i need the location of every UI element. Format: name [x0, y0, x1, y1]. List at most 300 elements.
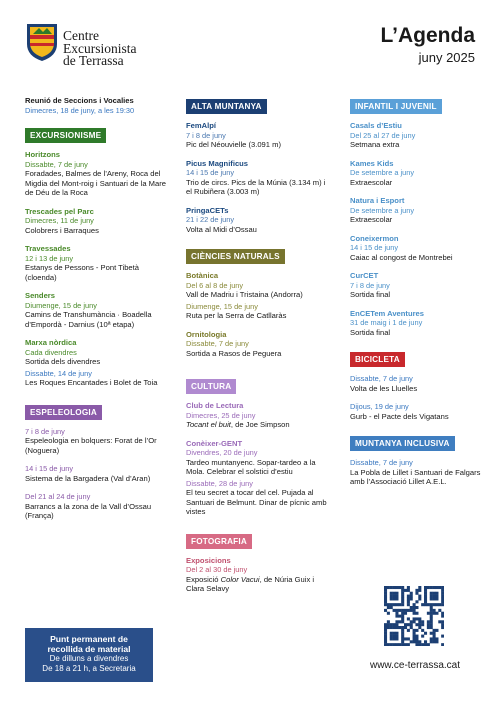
qr-module: [384, 609, 387, 612]
event: [186, 556, 331, 594]
qr-module: [433, 629, 436, 632]
qr-module: [395, 586, 398, 589]
meeting: [25, 96, 170, 115]
qr-module: [393, 597, 396, 600]
qr-module: [430, 615, 433, 618]
event-desc: Gurb - el Pacte dels Vigatans: [350, 411, 449, 421]
qr-module: [435, 629, 438, 632]
qr-module: [401, 643, 404, 646]
event-desc: Vall de Madriu i Tristaina (Andorra): [186, 290, 303, 299]
event-desc: Extraescolar: [350, 177, 393, 187]
qr-module: [435, 586, 438, 589]
event-desc: Trio de circs. Pics de la Múnia (3.134 m) i el Rubiñera (3.003 m): [186, 177, 326, 196]
event: [350, 458, 495, 487]
event-desc: Volta al Midi d’Ossau: [186, 224, 257, 234]
qr-module: [430, 632, 433, 635]
section-cultura: [186, 376, 331, 517]
qr-module: [424, 640, 427, 643]
qr-module: [384, 629, 387, 632]
qr-module: [435, 603, 438, 606]
event-desc: Sistema de la Bargadera (Val d’Aran): [25, 473, 151, 483]
qr-module: [418, 626, 421, 629]
qr-module: [404, 626, 407, 629]
event-date: Dimecres, 11 de juny: [25, 216, 94, 225]
event-desc: Volta de les Lluelles: [350, 383, 418, 393]
qr-module: [390, 623, 393, 626]
qr-module: [384, 626, 387, 629]
event: [186, 271, 331, 321]
qr-module: [433, 635, 436, 638]
qr-module: [410, 606, 413, 609]
event-date: Dissabte, 7 de juny: [350, 374, 413, 383]
event-date: 14 i 15 de juny: [350, 243, 399, 252]
qr-module: [395, 626, 398, 629]
qr-module: [430, 637, 433, 640]
qr-module: [424, 589, 427, 592]
event-date: Del 2 al 30 de juny: [186, 565, 248, 574]
qr-module: [387, 623, 390, 626]
event: [186, 439, 331, 517]
qr-module: [407, 595, 410, 598]
qr-module: [441, 603, 444, 606]
qr-module: [427, 643, 430, 646]
meeting-title: Reunió de Seccions i Vocalies: [25, 96, 134, 105]
qr-module: [415, 589, 418, 592]
qr-module: [415, 617, 418, 620]
qr-module: [427, 623, 430, 626]
banner-line2: recollida de material: [47, 644, 131, 654]
qr-module: [384, 589, 387, 592]
event-title: Ornitologia: [186, 329, 227, 339]
event-title: FemAlpí: [186, 121, 216, 130]
qr-module: [410, 626, 413, 629]
event-desc: Les Roques Encantades i Bolet de Toia: [25, 378, 158, 387]
qr-module: [438, 603, 441, 606]
event-date: Dijous, 19 de juny: [350, 402, 409, 411]
qr-module: [390, 597, 393, 600]
event-date: Dissabte, 14 de juny: [25, 368, 92, 378]
section-header: ALTA MUNTANYA: [186, 99, 267, 114]
event-desc: El teu secret a tocar del cel. Pujada al Santuari de Belmunt. Dinar de pícnic amb vistes: [186, 488, 327, 516]
section-header: EXCURSIONISME: [25, 128, 106, 143]
qr-module: [418, 623, 421, 626]
event-desc: Sortida final: [350, 290, 391, 299]
qr-module: [418, 643, 421, 646]
event: [186, 206, 331, 235]
event: [350, 159, 495, 188]
qr-module: [441, 643, 444, 646]
qr-module: [413, 606, 416, 609]
exhibit-authors: , de Núria Guix i Clara Selavy: [186, 574, 315, 593]
event-title: Exposicions: [186, 555, 231, 565]
qr-module: [441, 635, 444, 638]
qr-module: [415, 640, 418, 643]
qr-module: [418, 595, 421, 598]
qr-module: [398, 620, 401, 623]
event-desc: Barrancs a la zona de la Vall d’Ossau (França): [25, 501, 152, 520]
qr-module: [430, 626, 433, 629]
qr-module: [395, 609, 398, 612]
qr-module: [421, 603, 424, 606]
qr-module: [404, 643, 407, 646]
qr-module: [415, 592, 418, 595]
qr-module: [395, 592, 398, 595]
event-title: EnCETem Aventures: [350, 308, 424, 318]
qr-module: [424, 632, 427, 635]
qr-module: [404, 609, 407, 612]
event-title: Casals d’Estiu: [350, 121, 402, 130]
qr-module: [435, 640, 438, 643]
qr-module: [401, 597, 404, 600]
qr-module: [413, 603, 416, 606]
qr-module: [407, 623, 410, 626]
qr-module: [430, 586, 433, 589]
qr-module: [413, 620, 416, 623]
event-title: Travessades: [25, 244, 71, 253]
qr-module: [441, 592, 444, 595]
qr-module: [413, 632, 416, 635]
exhibit-prefix: Exposició: [186, 574, 221, 584]
event-desc: Pic del Néouvielle (3.091 m): [186, 140, 281, 149]
qr-module: [427, 586, 430, 589]
brand-line2: Excursionista: [63, 40, 137, 56]
qr-module: [433, 597, 436, 600]
event-desc: Colobrers i Barraques: [25, 225, 99, 235]
collection-banner: [25, 628, 153, 682]
qr-module: [395, 603, 398, 606]
event-desc: Camins de Transhumància · Boadella d’Empordà - Darnius (10ª etapa): [25, 310, 152, 329]
event-date: De setembre a juny: [350, 205, 415, 215]
event-date: Dissabte, 7 de juny: [350, 458, 413, 467]
qr-module: [387, 603, 390, 606]
section-espeleologia: [25, 402, 170, 521]
qr-module: [441, 589, 444, 592]
qr-module: [393, 603, 396, 606]
qr-module: [433, 612, 436, 615]
qr-module: [395, 597, 398, 600]
event-title: Conèixer-GENT: [186, 438, 243, 448]
qr-module: [433, 592, 436, 595]
section-infantil-juvenil: [350, 96, 495, 337]
website-link[interactable]: www.ce-terrassa.cat: [369, 660, 461, 671]
qr-module: [390, 595, 393, 598]
brand-line3: de Terrassa: [63, 53, 124, 68]
book-author: , de Joe Simpson: [230, 420, 290, 429]
qr-module: [407, 637, 410, 640]
qr-module: [384, 640, 387, 643]
event-title: Picus Magnificus: [186, 158, 249, 168]
qr-module: [410, 620, 413, 623]
qr-module: [401, 609, 404, 612]
qr-module: [401, 603, 404, 606]
section-header: INFANTIL I JUVENIL: [350, 99, 442, 114]
event-desc: Espeleologia en bolquers: Forat de l’Or (Noguera): [25, 436, 157, 455]
qr-module: [393, 609, 396, 612]
qr-module: [421, 623, 424, 626]
qr-module: [430, 597, 433, 600]
column-1: [25, 96, 170, 533]
qr-module: [441, 586, 444, 589]
qr-module: [415, 606, 418, 609]
qr-module: [390, 637, 393, 640]
qr-module: [401, 635, 404, 638]
qr-module: [395, 635, 398, 638]
event-date: Dissabte, 28 de juny: [186, 478, 253, 488]
agenda-month: juny 2025: [418, 50, 475, 65]
qr-module: [387, 643, 390, 646]
qr-module: [430, 617, 433, 620]
qr-module: [441, 597, 444, 600]
qr-module: [404, 623, 407, 626]
event-title: Botànica: [186, 271, 219, 280]
qr-module: [384, 597, 387, 600]
qr-module: [398, 603, 401, 606]
event-title: Trescades pel Parc: [25, 206, 94, 216]
qr-module: [418, 589, 421, 592]
qr-module: [390, 603, 393, 606]
banner-line3: De dilluns a divendres: [49, 654, 129, 663]
qr-module: [441, 626, 444, 629]
event: [25, 464, 170, 483]
qr-module: [438, 620, 441, 623]
qr-module: [430, 620, 433, 623]
qr-module: [387, 612, 390, 615]
qr-module: [398, 609, 401, 612]
event-date: Del 6 al 8 de juny: [186, 280, 244, 290]
qr-module: [410, 597, 413, 600]
event-desc: [186, 575, 331, 594]
event-date: 31 de maig i 1 de juny: [350, 318, 423, 327]
banner-line1: Punt permanent de: [50, 634, 128, 644]
event: [186, 330, 331, 359]
event-title: Club de Lectura: [186, 401, 244, 410]
event: [25, 492, 170, 521]
qr-module: [395, 620, 398, 623]
qr-module: [435, 637, 438, 640]
qr-module: [410, 609, 413, 612]
event-title: Coneixermon: [350, 233, 399, 243]
qr-module: [393, 592, 396, 595]
qr-module: [393, 595, 396, 598]
qr-module: [407, 589, 410, 592]
qr-module: [433, 595, 436, 598]
qr-module: [390, 586, 393, 589]
qr-module: [433, 632, 436, 635]
qr-module: [384, 592, 387, 595]
qr-module: [413, 637, 416, 640]
section-header: ESPELEOLOGIA: [25, 405, 102, 420]
qr-module: [424, 603, 427, 606]
event-date: Divendres, 20 de juny: [186, 448, 258, 457]
event-title: Marxa nòrdica: [25, 338, 77, 347]
qr-module: [401, 612, 404, 615]
logo: [25, 22, 59, 62]
qr-module: [393, 586, 396, 589]
event: [25, 207, 170, 236]
qr-module: [418, 620, 421, 623]
event-title: PringaCETs: [186, 205, 229, 215]
event-title: Senders: [25, 291, 55, 300]
qr-module: [401, 637, 404, 640]
qr-module: [418, 640, 421, 643]
qr-module: [424, 600, 427, 603]
qr-module: [401, 640, 404, 643]
event: [350, 309, 495, 338]
qr-module: [433, 609, 436, 612]
qr-module: [415, 637, 418, 640]
event: [25, 291, 170, 329]
section-header: BICICLETA: [350, 352, 405, 367]
qr-module: [393, 643, 396, 646]
event-date: 21 i 22 de juny: [186, 215, 235, 224]
event-desc: Sortida final: [350, 327, 391, 337]
qr-module: [415, 635, 418, 638]
qr-module: [390, 632, 393, 635]
section-muntanya-inclusiva: [350, 433, 495, 487]
column-3: [350, 96, 495, 499]
event-date: Cada divendres: [25, 347, 77, 357]
qr-module: [407, 617, 410, 620]
section-ciencies-naturals: [186, 246, 331, 358]
qr-module: [435, 612, 438, 615]
event-desc: La Pobla de Lillet i Santuari de Falgars amb l’Associació Lillet A.E.L.: [350, 467, 481, 486]
qr-module: [424, 592, 427, 595]
section-bicicleta: [350, 349, 495, 421]
event-date: Del 21 al 24 de juny: [25, 492, 91, 501]
event-date: 12 i 13 de juny: [25, 253, 74, 263]
qr-module: [413, 635, 416, 638]
qr-module: [401, 632, 404, 635]
qr-module: [410, 595, 413, 598]
book-title: Tocant el buit: [186, 420, 231, 429]
qr-module: [430, 595, 433, 598]
qr-module: [384, 600, 387, 603]
qr-module: [441, 620, 444, 623]
event-date: Dissabte, 7 de juny: [186, 339, 249, 348]
qr-module: [387, 606, 390, 609]
qr-module: [390, 592, 393, 595]
qr-module: [398, 626, 401, 629]
qr-module: [415, 643, 418, 646]
event: [25, 150, 170, 198]
qr-module: [395, 623, 398, 626]
event-title: Horitzons: [25, 150, 61, 159]
event: [350, 121, 495, 150]
qr-module: [424, 643, 427, 646]
qr-module: [401, 595, 404, 598]
qr-module: [430, 623, 433, 626]
qr-module: [407, 586, 410, 589]
qr-module: [418, 617, 421, 620]
event-date: Dissabte, 7 de juny: [25, 159, 88, 169]
qr-module: [395, 615, 398, 618]
qr-module: [433, 640, 436, 643]
event-title: Natura i Esport: [350, 196, 405, 205]
event-desc: Sortida a Rasos de Peguera: [186, 348, 282, 358]
event-desc: [186, 420, 331, 430]
qr-module: [427, 620, 430, 623]
qr-module: [413, 640, 416, 643]
qr-module: [415, 612, 418, 615]
qr-module: [435, 597, 438, 600]
qr-module: [433, 603, 436, 606]
qr-module: [398, 615, 401, 618]
event-date: 7 i 8 de juny: [350, 280, 390, 290]
event-date: 14 i 15 de juny: [186, 168, 235, 177]
brand-name: [63, 30, 137, 68]
event-date: Dimecres, 25 de juny: [186, 410, 256, 420]
qr-module: [427, 612, 430, 615]
qr-module: [390, 606, 393, 609]
event: [350, 402, 495, 421]
qr-module: [435, 595, 438, 598]
event-desc: Foradades, Balmes de l’Areny, Roca del Migdia del Mont-roig i Santuari de la Mare de Déu de la Roca: [25, 169, 166, 197]
qr-module: [407, 629, 410, 632]
qr-module: [430, 603, 433, 606]
qr-module: [384, 623, 387, 626]
qr-module: [433, 586, 436, 589]
qr-module: [413, 629, 416, 632]
event-desc: Ruta per la Serra de Catllaràs: [186, 311, 287, 320]
event: [186, 401, 331, 430]
section-header: CIÈNCIES NATURALS: [186, 249, 285, 264]
event: [350, 374, 495, 393]
qr-module: [410, 592, 413, 595]
qr-module: [441, 615, 444, 618]
qr-module: [401, 620, 404, 623]
event-desc: Extraescolar: [350, 215, 393, 224]
qr-module: [441, 623, 444, 626]
qr-module: [401, 617, 404, 620]
qr-module: [387, 626, 390, 629]
qr-module: [393, 635, 396, 638]
event: [186, 159, 331, 197]
qr-module: [433, 637, 436, 640]
qr-module: [398, 643, 401, 646]
qr-module: [395, 643, 398, 646]
event: [25, 338, 170, 388]
event-date: 7 i 8 de juny: [186, 130, 226, 140]
qr-module: [407, 603, 410, 606]
qr-module: [393, 632, 396, 635]
qr-module: [407, 600, 410, 603]
qr-module: [404, 612, 407, 615]
qr-module: [441, 600, 444, 603]
qr-module: [401, 586, 404, 589]
event: [25, 244, 170, 282]
qr-module: [415, 629, 418, 632]
qr-code[interactable]: [384, 586, 444, 646]
qr-module: [427, 626, 430, 629]
qr-module: [401, 629, 404, 632]
qr-module: [424, 586, 427, 589]
qr-module: [384, 595, 387, 598]
qr-module: [390, 626, 393, 629]
qr-module: [395, 612, 398, 615]
qr-module: [415, 623, 418, 626]
event-date: 14 i 15 de juny: [25, 464, 74, 473]
qr-module: [404, 589, 407, 592]
column-2: [186, 96, 331, 606]
qr-module: [430, 612, 433, 615]
qr-module: [441, 595, 444, 598]
event: [350, 234, 495, 263]
section-header: FOTOGRAFIA: [186, 534, 252, 549]
qr-module: [407, 643, 410, 646]
qr-module: [384, 637, 387, 640]
event-date: Diumenge, 15 de juny: [25, 300, 97, 310]
qr-module: [430, 606, 433, 609]
